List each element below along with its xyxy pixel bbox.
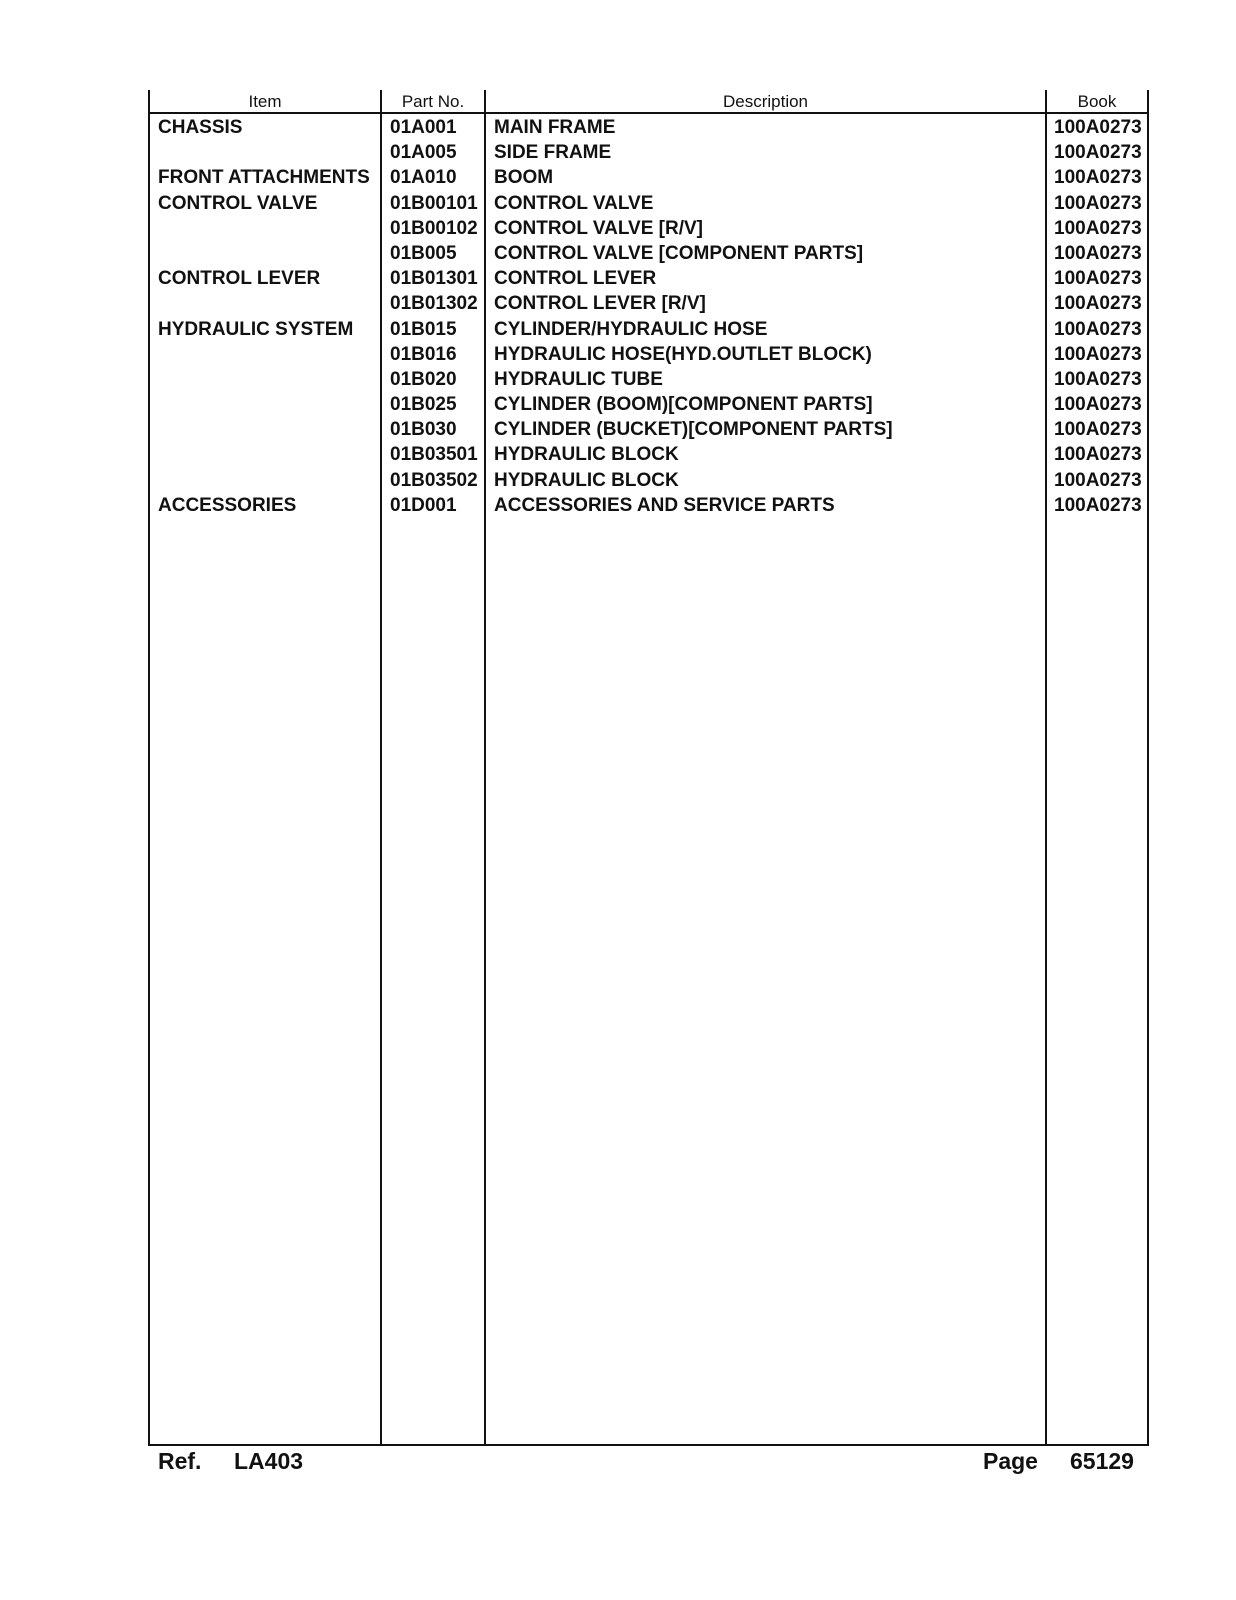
header-book: Book: [1077, 92, 1117, 111]
row-item: ACCESSORIES: [158, 494, 297, 516]
row-description: ACCESSORIES AND SERVICE PARTS: [494, 494, 835, 516]
row-part-no: 01B03502: [390, 469, 478, 491]
row-description: CYLINDER (BUCKET)[COMPONENT PARTS]: [494, 419, 893, 441]
table-row: [150, 342, 1147, 367]
row-book: 100A0273: [1054, 494, 1142, 516]
table-row: [150, 266, 1147, 291]
table-row: [150, 493, 1147, 518]
table-row: [150, 115, 1147, 140]
row-part-no: 01B025: [390, 394, 457, 416]
row-book: 100A0273: [1054, 368, 1142, 390]
row-description: HYDRAULIC BLOCK: [494, 444, 679, 466]
row-part-no: 01A001: [390, 117, 457, 138]
row-book: 100A0273: [1054, 167, 1142, 189]
row-description: CYLINDER/HYDRAULIC HOSE: [494, 318, 768, 340]
row-part-no: 01A005: [390, 142, 457, 164]
row-item: CHASSIS: [158, 117, 243, 138]
row-part-no: 01B03501: [390, 444, 478, 466]
row-description: CONTROL LEVER [R/V]: [494, 293, 706, 315]
table-row: [150, 291, 1147, 316]
row-part-no: 01B015: [390, 318, 457, 340]
row-description: CONTROL LEVER: [494, 268, 657, 290]
row-part-no: 01B030: [390, 419, 457, 441]
row-part-no: 01B01301: [390, 268, 478, 290]
header-part-no: Part No.: [401, 92, 465, 111]
table-row: [150, 317, 1147, 342]
row-book: 100A0273: [1054, 444, 1142, 466]
header-description: Description: [722, 92, 809, 111]
row-description: CONTROL VALVE [COMPONENT PARTS]: [494, 242, 864, 264]
row-description: CONTROL VALVE: [494, 192, 654, 214]
row-book: 100A0273: [1054, 343, 1142, 365]
row-part-no: 01A010: [390, 167, 457, 189]
row-book: 100A0273: [1054, 268, 1142, 290]
row-part-no: 01D001: [390, 494, 457, 516]
table-row: [150, 241, 1147, 266]
ref-label: Ref.: [158, 1448, 202, 1474]
table-row: [150, 140, 1147, 165]
row-item: CONTROL LEVER: [158, 268, 321, 290]
table-row: [150, 191, 1147, 216]
row-book: 100A0273: [1054, 192, 1142, 214]
table-row: [150, 367, 1147, 392]
row-book: 100A0273: [1054, 318, 1142, 340]
row-description: HYDRAULIC BLOCK: [494, 469, 679, 491]
row-book: 100A0273: [1054, 217, 1142, 239]
table-row: [150, 468, 1147, 493]
row-book: 100A0273: [1054, 117, 1142, 138]
table-row: [150, 216, 1147, 241]
table-row: [150, 417, 1147, 442]
row-part-no: 01B005: [390, 242, 457, 264]
table-row: [150, 442, 1147, 467]
row-description: CONTROL VALVE [R/V]: [494, 217, 703, 239]
table-row: [150, 392, 1147, 417]
row-book: 100A0273: [1054, 419, 1142, 441]
row-part-no: 01B016: [390, 343, 457, 365]
row-book: 100A0273: [1054, 469, 1142, 491]
row-description: HYDRAULIC TUBE: [494, 368, 663, 390]
row-item: CONTROL VALVE: [158, 192, 318, 214]
table-row: [150, 165, 1147, 190]
row-part-no: 01B01302: [390, 293, 478, 315]
row-part-no: 01B020: [390, 368, 457, 390]
row-book: 100A0273: [1054, 242, 1142, 264]
header-item: Item: [248, 92, 282, 111]
row-description: HYDRAULIC HOSE(HYD.OUTLET BLOCK): [494, 343, 872, 365]
row-description: BOOM: [494, 167, 554, 189]
ref-value: LA403: [234, 1448, 304, 1474]
row-book: 100A0273: [1054, 394, 1142, 416]
row-book: 100A0273: [1054, 142, 1142, 164]
page-label: Page: [983, 1448, 1038, 1474]
row-description: MAIN FRAME: [494, 117, 616, 138]
row-description: CYLINDER (BOOM)[COMPONENT PARTS]: [494, 394, 873, 416]
parts-index-table: [148, 90, 1149, 1446]
row-description: SIDE FRAME: [494, 142, 612, 164]
table-body: [150, 115, 1147, 518]
row-part-no: 01B00102: [390, 217, 478, 239]
row-part-no: 01B00101: [390, 192, 478, 214]
row-book: 100A0273: [1054, 293, 1142, 315]
row-item: HYDRAULIC SYSTEM: [158, 318, 354, 340]
page-footer: [0, 1446, 1236, 1486]
row-item: FRONT ATTACHMENTS: [158, 167, 370, 189]
header-rule: [150, 112, 1147, 114]
page-number: 65129: [1070, 1448, 1134, 1474]
